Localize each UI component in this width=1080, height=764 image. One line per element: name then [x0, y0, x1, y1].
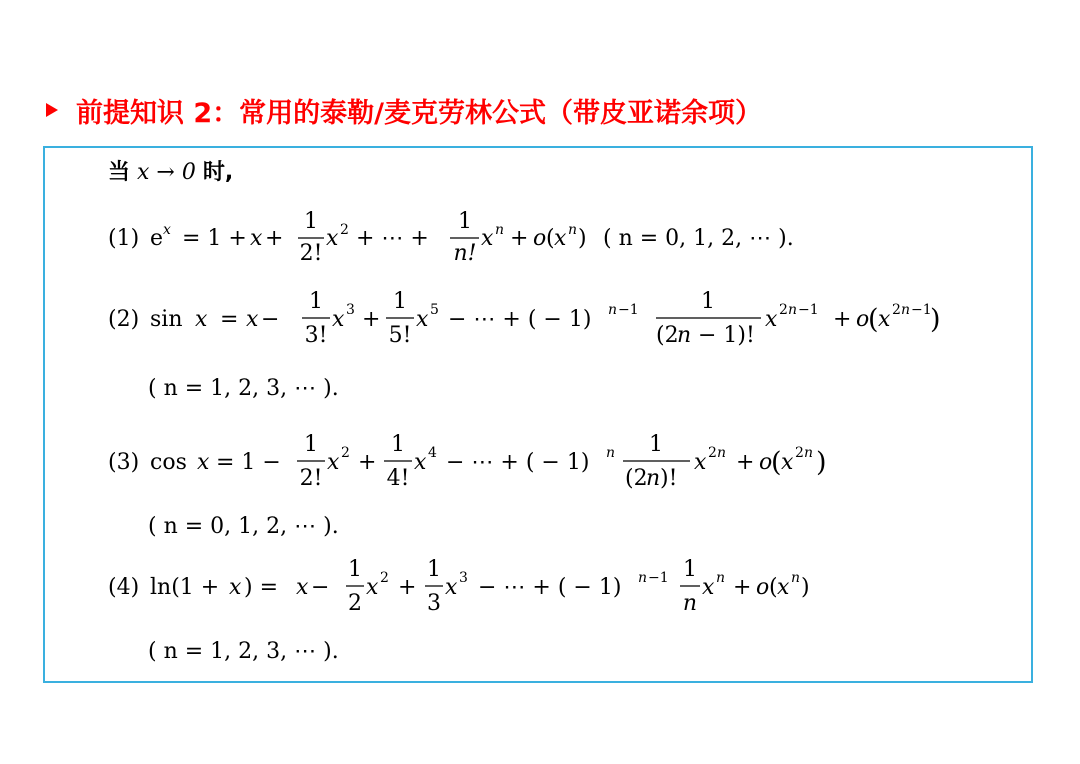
svg-text:−1: −1 [648, 570, 669, 586]
svg-text:ln(1 +: ln(1 + [150, 575, 220, 600]
svg-text:2!: 2! [299, 241, 323, 266]
svg-text:x: x [296, 575, 309, 600]
formula-3-condition: ( n = 0, 1, 2, ⋯ ). [148, 514, 339, 539]
svg-text:1: 1 [304, 432, 318, 457]
svg-text:5: 5 [430, 302, 439, 318]
svg-text:+: + [733, 575, 752, 600]
svg-text:sin: sin [150, 307, 183, 332]
svg-text:n: n [804, 445, 814, 461]
formula-1-condition: ( n = 0, 1, 2, ⋯ ). [603, 226, 794, 251]
formula-4-label: (4) [108, 575, 140, 600]
svg-text:x: x [163, 222, 171, 238]
svg-text:− ⋯ + ( − 1): − ⋯ + ( − 1) [446, 450, 590, 475]
intro-line [108, 162, 233, 184]
svg-text:2: 2 [779, 302, 788, 318]
svg-text:4!: 4! [386, 466, 410, 491]
svg-text:x: x [229, 575, 242, 600]
svg-text:1: 1 [458, 210, 472, 234]
svg-text:−: − [311, 575, 330, 600]
svg-text:5!: 5! [388, 323, 412, 348]
svg-text:= 1 +: = 1 + [182, 226, 247, 251]
svg-text:−1: −1 [618, 302, 639, 318]
svg-text:2: 2 [708, 445, 717, 461]
svg-text:+: + [398, 575, 417, 600]
svg-text:): ) [578, 226, 587, 251]
svg-text:1: 1 [309, 289, 323, 314]
svg-text:2: 2 [340, 222, 349, 238]
intro-math: x → 0 [137, 160, 196, 185]
svg-text:+: + [510, 226, 529, 251]
svg-text:x: x [765, 307, 778, 332]
svg-text:x: x [781, 450, 794, 475]
svg-text:): ) [816, 447, 827, 478]
svg-text:x: x [445, 575, 458, 600]
svg-text:): ) [801, 575, 810, 600]
formula-2-condition: ( n = 1, 2, 3, ⋯ ). [148, 376, 339, 401]
svg-text:n: n [717, 445, 727, 461]
svg-text:3!: 3! [304, 323, 328, 348]
svg-text:2: 2 [795, 445, 804, 461]
svg-text:(2: (2 [656, 323, 679, 348]
svg-text:x: x [416, 307, 429, 332]
formula-3 [108, 431, 888, 497]
svg-text:4: 4 [428, 445, 437, 461]
svg-text:x: x [414, 450, 427, 475]
section-heading-text: 前提知识 2：常用的泰勒/麦克劳林公式（带皮亚诺余项） [76, 97, 763, 129]
svg-text:+: + [358, 450, 377, 475]
svg-text:1: 1 [701, 289, 715, 314]
svg-text:x: x [694, 450, 707, 475]
svg-text:n: n [791, 570, 801, 586]
svg-text:1: 1 [348, 557, 362, 582]
formula-2 [108, 288, 1008, 354]
svg-text:3: 3 [459, 570, 468, 586]
svg-text:n: n [646, 466, 661, 491]
intro-prefix: 当 [108, 160, 131, 185]
svg-text:x: x [878, 307, 891, 332]
svg-text:n: n [682, 591, 698, 616]
svg-text:1: 1 [393, 289, 407, 314]
svg-text:n: n [901, 302, 911, 318]
svg-text:n: n [606, 445, 616, 461]
svg-text:− ⋯ + ( − 1): − ⋯ + ( − 1) [448, 307, 592, 332]
svg-text:o: o [759, 450, 773, 475]
svg-text:2: 2 [348, 591, 362, 616]
svg-text:3: 3 [427, 591, 441, 616]
svg-text:o: o [533, 226, 547, 251]
svg-text:− ⋯ + ( − 1): − ⋯ + ( − 1) [478, 575, 622, 600]
svg-text:n: n [568, 222, 578, 238]
svg-text:n: n [677, 323, 692, 348]
svg-text:+ ⋯ +: + ⋯ + [356, 226, 429, 251]
svg-text:)!: )! [660, 466, 678, 491]
svg-text:x: x [332, 307, 345, 332]
formula-4 [108, 556, 888, 622]
svg-text:x: x [246, 307, 259, 332]
formula-4-condition: ( n = 1, 2, 3, ⋯ ). [148, 639, 339, 664]
intro-suffix: 时, [202, 160, 234, 185]
svg-text:1: 1 [391, 432, 405, 457]
svg-text:=: = [220, 307, 239, 332]
svg-text:e: e [150, 226, 164, 251]
svg-text:(: ( [546, 226, 555, 251]
svg-text:2: 2 [892, 302, 901, 318]
svg-text:(: ( [868, 304, 879, 335]
formula-1-label: (1) [108, 226, 140, 251]
svg-text:x: x [554, 226, 567, 251]
svg-text:n!: n! [453, 241, 477, 266]
svg-text:1: 1 [683, 557, 697, 582]
svg-text:(: ( [769, 575, 778, 600]
svg-text:x: x [777, 575, 790, 600]
svg-text:−1: −1 [911, 302, 932, 318]
svg-text:+: + [736, 450, 755, 475]
svg-text:1: 1 [649, 432, 663, 457]
svg-text:n: n [716, 570, 726, 586]
formula-2-label: (2) [108, 307, 140, 332]
svg-text:) =: ) = [244, 575, 279, 600]
svg-text:= 1 −: = 1 − [216, 450, 281, 475]
svg-text:n: n [608, 302, 618, 318]
svg-text:2: 2 [380, 570, 389, 586]
svg-text:(: ( [771, 447, 782, 478]
svg-text:− 1)!: − 1)! [698, 323, 755, 348]
svg-text:): ) [930, 304, 941, 335]
formula-box [43, 146, 1033, 683]
svg-text:o: o [856, 307, 870, 332]
svg-text:1: 1 [304, 210, 318, 234]
formula-1-expression [108, 210, 878, 266]
svg-text:3: 3 [346, 302, 355, 318]
formula-2-expression [108, 288, 1008, 354]
svg-text:cos: cos [150, 450, 187, 475]
svg-text:(2: (2 [625, 466, 648, 491]
svg-text:−: − [261, 307, 280, 332]
formula-4-expression [108, 556, 888, 622]
formula-3-expression [108, 431, 888, 497]
svg-text:x: x [702, 575, 715, 600]
svg-text:1: 1 [427, 557, 441, 582]
svg-text:n: n [788, 302, 798, 318]
triangle-right-icon [46, 103, 58, 117]
svg-text:o: o [756, 575, 770, 600]
svg-text:2!: 2! [299, 466, 323, 491]
svg-text:x: x [326, 226, 339, 251]
svg-text:2: 2 [341, 445, 350, 461]
svg-text:+: + [362, 307, 381, 332]
svg-text:x: x [195, 307, 208, 332]
svg-text:x: x [366, 575, 379, 600]
svg-text:n: n [638, 570, 648, 586]
svg-text:x: x [250, 226, 263, 251]
svg-text:−1: −1 [798, 302, 819, 318]
svg-text:x: x [481, 226, 494, 251]
svg-text:+: + [265, 226, 284, 251]
svg-text:n: n [495, 222, 505, 238]
formula-3-label: (3) [108, 450, 140, 475]
section-heading [46, 90, 762, 130]
svg-text:x: x [327, 450, 340, 475]
formula-1 [108, 210, 878, 266]
svg-text:x: x [197, 450, 210, 475]
svg-text:+: + [833, 307, 852, 332]
